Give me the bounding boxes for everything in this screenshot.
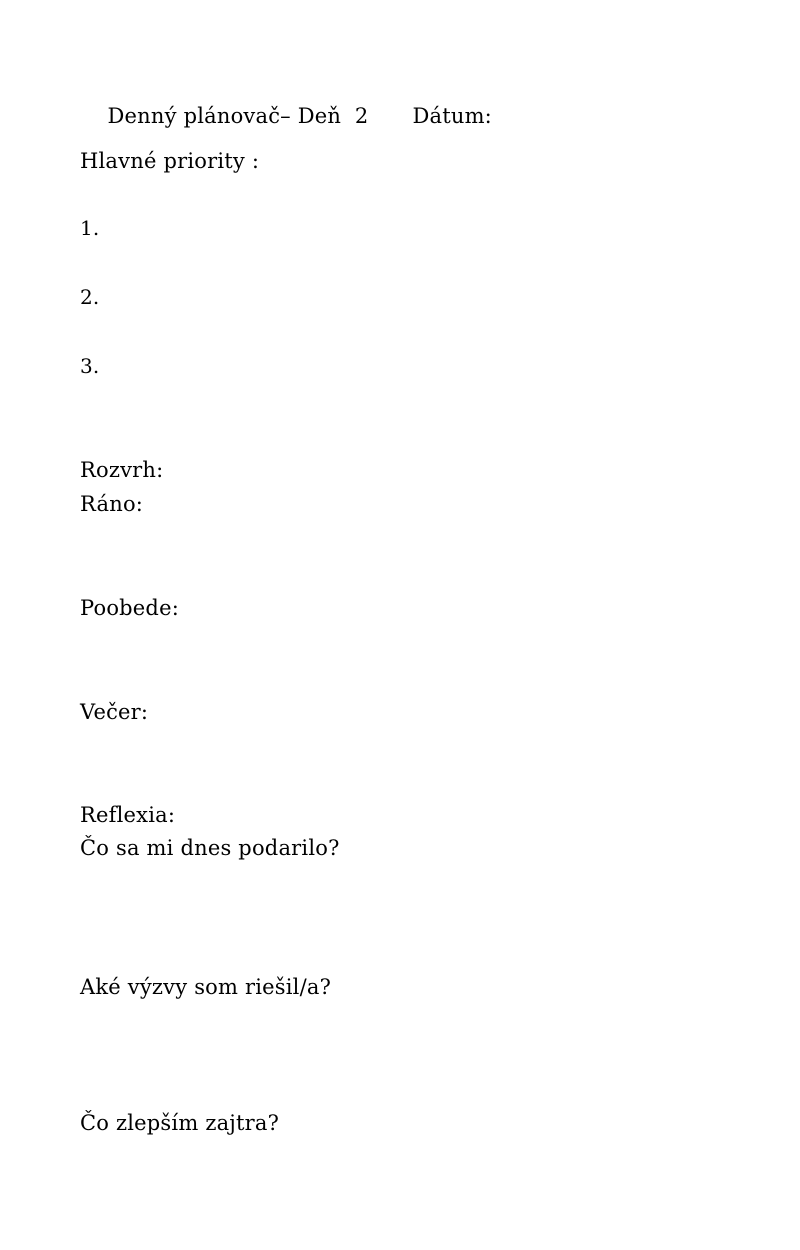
schedule-slot-morning: Ráno: — [80, 492, 144, 516]
page-title — [80, 80, 492, 152]
priority-item-1: 1. — [80, 216, 100, 240]
reflection-question-3: Čo zlepším zajtra? — [80, 1111, 280, 1135]
priority-item-3: 3. — [80, 354, 100, 378]
schedule-slot-evening: Večer: — [80, 700, 149, 724]
date-label: Dátum: — [412, 104, 492, 129]
priority-item-2: 2. — [80, 285, 100, 309]
priorities-heading: Hlavné priority : — [80, 149, 260, 173]
schedule-heading: Rozvrh: — [80, 458, 164, 482]
reflection-question-1: Čo sa mi dnes podarilo? — [80, 836, 340, 860]
page-title-text: Denný plánovač– Deň 2 — [107, 104, 369, 129]
reflection-question-2: Aké výzvy som riešil/a? — [80, 975, 332, 999]
reflection-heading: Reflexia: — [80, 803, 176, 827]
schedule-slot-afternoon: Poobede: — [80, 596, 179, 620]
